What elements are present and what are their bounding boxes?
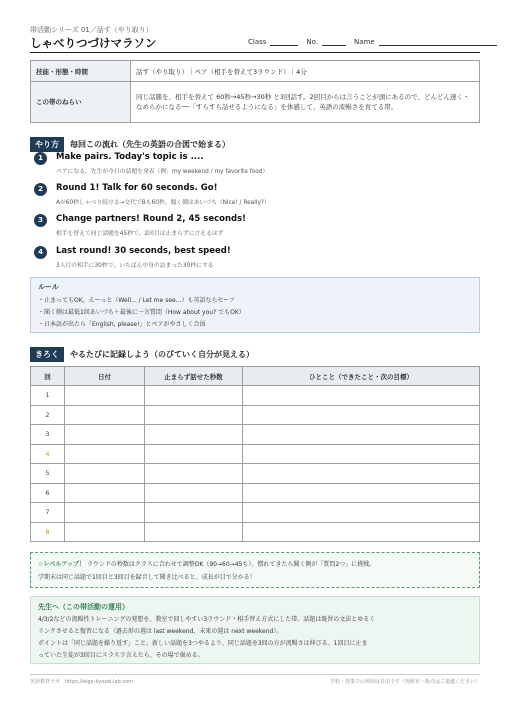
seconds-cell[interactable] <box>145 444 243 464</box>
row-number: 8 <box>31 522 65 542</box>
levelup-label: ☆レベルアップ！ <box>38 561 85 568</box>
step-description: 相手を替えて同じ話題を45秒で。2回目は止まらずに言えるはず <box>56 231 224 237</box>
number-field[interactable] <box>322 38 346 46</box>
teacher-note-line: ポイントは「同じ話題を繰り返す」こと。新しい話題を3つやるより、同じ話題を3回の方が流暢さは伸びる。1回目に止ま <box>38 640 368 647</box>
date-cell[interactable] <box>65 444 145 464</box>
record-heading: やるたびに記録しよう（のびていく自分が見える） <box>70 350 254 359</box>
step-description: ペアになる。先生が今日の話題を発表（例：my weekend / my favorite food） <box>56 169 269 175</box>
footer-divider <box>30 674 480 675</box>
seconds-cell[interactable] <box>145 483 243 503</box>
teacher-notes-heading: 先生へ（この帯活動の運用） <box>38 603 129 611</box>
row-number: 3 <box>31 425 65 445</box>
step-number: 4 <box>34 246 47 259</box>
row-number: 1 <box>31 386 65 406</box>
step-number: 2 <box>34 183 47 196</box>
seconds-cell[interactable] <box>145 425 243 445</box>
footer-usage-note: 学校・授業での利用は自由です（再配布・販売はご遠慮ください） <box>329 679 480 685</box>
comment-cell[interactable] <box>243 405 480 425</box>
seconds-cell[interactable] <box>145 503 243 523</box>
table-row <box>31 522 480 542</box>
rule-item: ・日本語が出たら「English, please!」とペアがやさしく合図 <box>38 321 206 328</box>
comment-cell[interactable] <box>243 425 480 445</box>
table-row <box>31 386 480 406</box>
step-number: 3 <box>34 214 47 227</box>
method-heading: 毎回この流れ（先生の英語の合図で始まる） <box>70 140 230 149</box>
series-label: 帯活動シリーズ 01／話す（やり取り） <box>30 26 153 34</box>
table-row <box>31 503 480 523</box>
aim-value: 同じ話題を、相手を替えて 60秒→45秒→30秒 と3回話す。2回目からは言うことが頭にあるので、どんどん速く・なめらかになる──「すらすら話せるようになる」を体感して、英語の流暢さを育てる帯。 <box>131 82 480 123</box>
comment-cell[interactable] <box>243 444 480 464</box>
date-cell[interactable] <box>65 522 145 542</box>
table-row <box>31 464 480 484</box>
col-date: 日付 <box>65 367 145 386</box>
record-section-heading <box>30 347 254 362</box>
page-title: しゃべりつづけマラソン <box>30 36 157 50</box>
name-label: Name <box>354 38 375 46</box>
step-description: Aが60秒しゃべり続ける→交代でBも60秒。聞く側はあいづち（Nice! / Really?） <box>56 200 270 206</box>
comment-cell[interactable] <box>243 503 480 523</box>
col-seconds: 止まらず話せた秒数 <box>145 367 243 386</box>
row-number: 5 <box>31 464 65 484</box>
class-field[interactable] <box>270 38 298 46</box>
skill-format-time-value: 話す（やり取り）｜ペア（相手を替えて3ラウンド）｜4分 <box>131 61 480 82</box>
date-cell[interactable] <box>65 425 145 445</box>
seconds-cell[interactable] <box>145 386 243 406</box>
table-row <box>31 425 480 445</box>
number-label: No. <box>306 38 319 46</box>
levelup-box <box>30 552 480 588</box>
class-label: Class <box>248 38 267 46</box>
skill-format-time-key: 技能・形態・時間 <box>31 61 131 82</box>
rules-heading: ルール <box>38 283 59 291</box>
row-number: 6 <box>31 483 65 503</box>
aim-key: この帯のねらい <box>31 82 131 123</box>
date-cell[interactable] <box>65 503 145 523</box>
table-row <box>31 444 480 464</box>
col-round: 回 <box>31 367 65 386</box>
step-title: Make pairs. Today's topic is .... <box>56 152 204 162</box>
seconds-cell[interactable] <box>145 464 243 484</box>
name-field[interactable] <box>379 38 497 46</box>
date-cell[interactable] <box>65 483 145 503</box>
row-number: 2 <box>31 405 65 425</box>
date-cell[interactable] <box>65 405 145 425</box>
date-cell[interactable] <box>65 464 145 484</box>
comment-cell[interactable] <box>243 464 480 484</box>
row-number: 7 <box>31 503 65 523</box>
table-row <box>31 405 480 425</box>
rule-item: ・聞く側は最低1回あいづち＋最後に一言質問（How about you? でもOK） <box>38 309 245 316</box>
teacher-note-line: 4/3/2などの流暢性トレーニングの発想を、教室で回しやすい3ラウンド・相手替え方式にした帯。話題は既習の文法とゆるく <box>38 616 376 623</box>
footer-site: 英語教材ラボ https://eigo-kyozai-lab.com <box>30 679 134 685</box>
record-tag: きろく <box>30 347 64 362</box>
teacher-note-line: っていた生徒が3回目にスラスラ言えたら、その場で褒める。 <box>38 652 204 659</box>
table-row <box>31 483 480 503</box>
comment-cell[interactable] <box>243 522 480 542</box>
record-table <box>30 366 480 542</box>
method-section-heading <box>30 137 230 152</box>
method-tag: やり方 <box>30 137 64 152</box>
levelup-text-2: 学期末は同じ話題で1回目と3回目を録音して聞き比べると、成長が目で分かる！ <box>38 574 256 581</box>
step-title: Last round! 30 seconds, best speed! <box>56 246 231 256</box>
row-number: 4 <box>31 444 65 464</box>
date-cell[interactable] <box>65 386 145 406</box>
seconds-cell[interactable] <box>145 405 243 425</box>
step-description: 3人目の相手に30秒で。いちばん中身の詰まった30秒にする <box>56 263 214 269</box>
info-table <box>30 60 480 123</box>
step-title: Round 1! Talk for 60 seconds. Go! <box>56 183 218 193</box>
seconds-cell[interactable] <box>145 522 243 542</box>
comment-cell[interactable] <box>243 483 480 503</box>
teacher-notes-box <box>30 596 480 664</box>
comment-cell[interactable] <box>243 386 480 406</box>
rule-item: ・止まってもOK。えーっと（Well... / Let me see...）も英語ならセーフ <box>38 297 235 304</box>
levelup-line-1 <box>38 558 472 571</box>
rules-box <box>30 277 480 333</box>
step-title: Change partners! Round 2, 45 seconds! <box>56 214 247 224</box>
col-comment: ひとこと（できたこと・次の目標） <box>243 367 480 386</box>
step-number: 1 <box>34 152 47 165</box>
header-divider <box>30 52 480 53</box>
name-fields <box>248 38 497 46</box>
levelup-text-1: ラウンドの秒数はクラスに合わせて調整OK（90→60→45も）。慣れてきたら聞く側が「質問2つ」に挑戦。 <box>86 561 376 568</box>
teacher-note-line: リンクさせると復習になる（過去形の週は last weekend、未来の週は next weekend）。 <box>38 628 283 635</box>
